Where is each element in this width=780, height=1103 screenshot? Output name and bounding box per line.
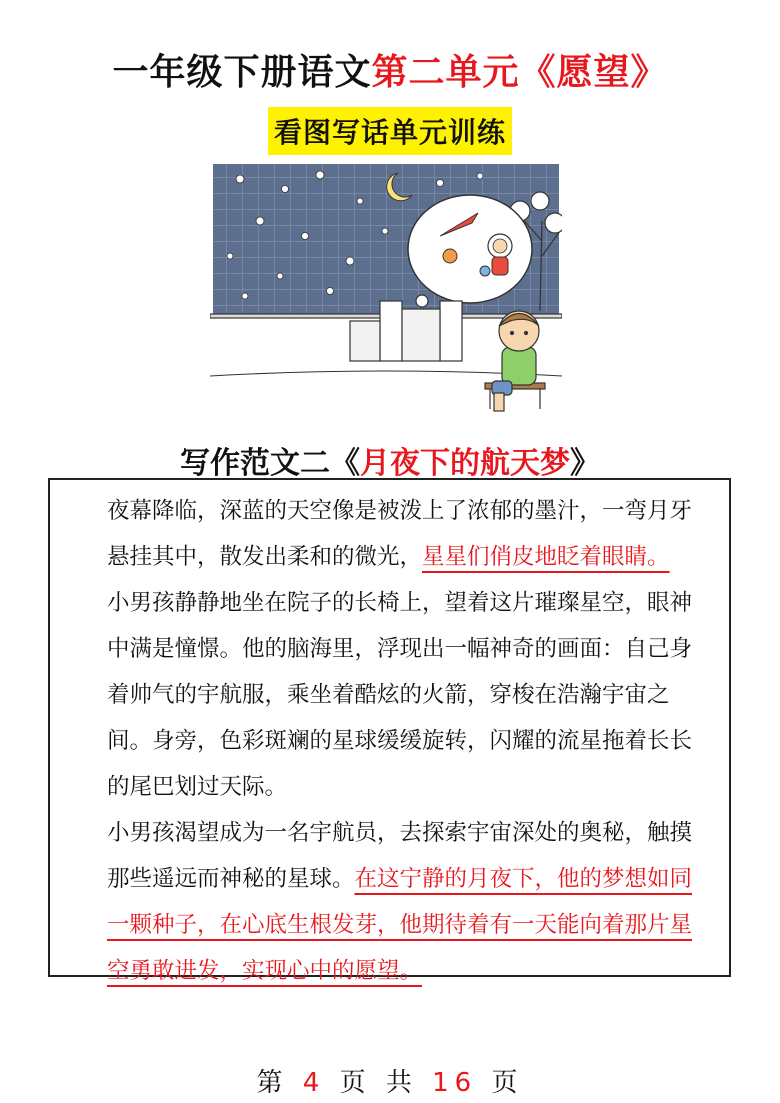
essay-title-prefix: 写作范文二《 — [180, 446, 360, 481]
essay-title-suffix: 》 — [570, 446, 600, 481]
essay-title — [0, 438, 780, 482]
essay-paragraph-3 — [60, 810, 713, 994]
page-title — [0, 44, 780, 95]
essay-paragraph-2: 小男孩静静地坐在院子的长椅上，望着这片璀璨星空，眼神中满是憧憬。他的脑海里，浮现出一幅神奇的画面：自己身着帅气的宇航服，乘坐着酷炫的火箭，穿梭在浩瀚宇宙之间。身旁，色彩斑斓的星球缓缓旋转，闪耀的流星拖着长长的尾巴划过天际。 — [107, 590, 693, 800]
page-subtitle: 看图写话单元训练 — [268, 107, 512, 155]
essay-paragraph-1 — [60, 488, 713, 580]
title-unit: 第二单元《愿望》 — [371, 52, 668, 93]
footer-prefix: 第 — [256, 1068, 289, 1098]
paragraph-3-text: 小男孩渴望成为一名宇航员，去探索宇宙深处的奥秘，触摸那些遥远而神秘的星球。 — [107, 820, 693, 892]
footer-total-pages: 16 — [432, 1068, 478, 1098]
paragraph-3-highlight: 在这宁静的月夜下，他的梦想如同一颗种子，在心底生根发芽，他期待着有一天能向着那片星空勇敢进发，实现心中的愿望。 — [107, 866, 693, 984]
essay-box — [48, 478, 731, 984]
footer-suffix: 页 — [491, 1068, 524, 1098]
paragraph-1-highlight: 星星们俏皮地眨着眼睛。 — [422, 544, 670, 570]
footer-middle: 页 共 — [339, 1068, 418, 1098]
illustration-boy-dreaming — [210, 161, 562, 421]
page-footer — [0, 1062, 780, 1099]
title-grade: 一年级下册语文 — [112, 52, 372, 93]
astronaut — [488, 234, 512, 275]
paragraph-1-text: 夜幕降临，深蓝的天空像是被泼上了浓郁的墨汁，一弯月牙悬挂其中，散发出柔和的微光， — [107, 498, 693, 570]
footer-page-number: 4 — [302, 1068, 326, 1098]
essay-title-name: 月夜下的航天梦 — [360, 446, 570, 481]
